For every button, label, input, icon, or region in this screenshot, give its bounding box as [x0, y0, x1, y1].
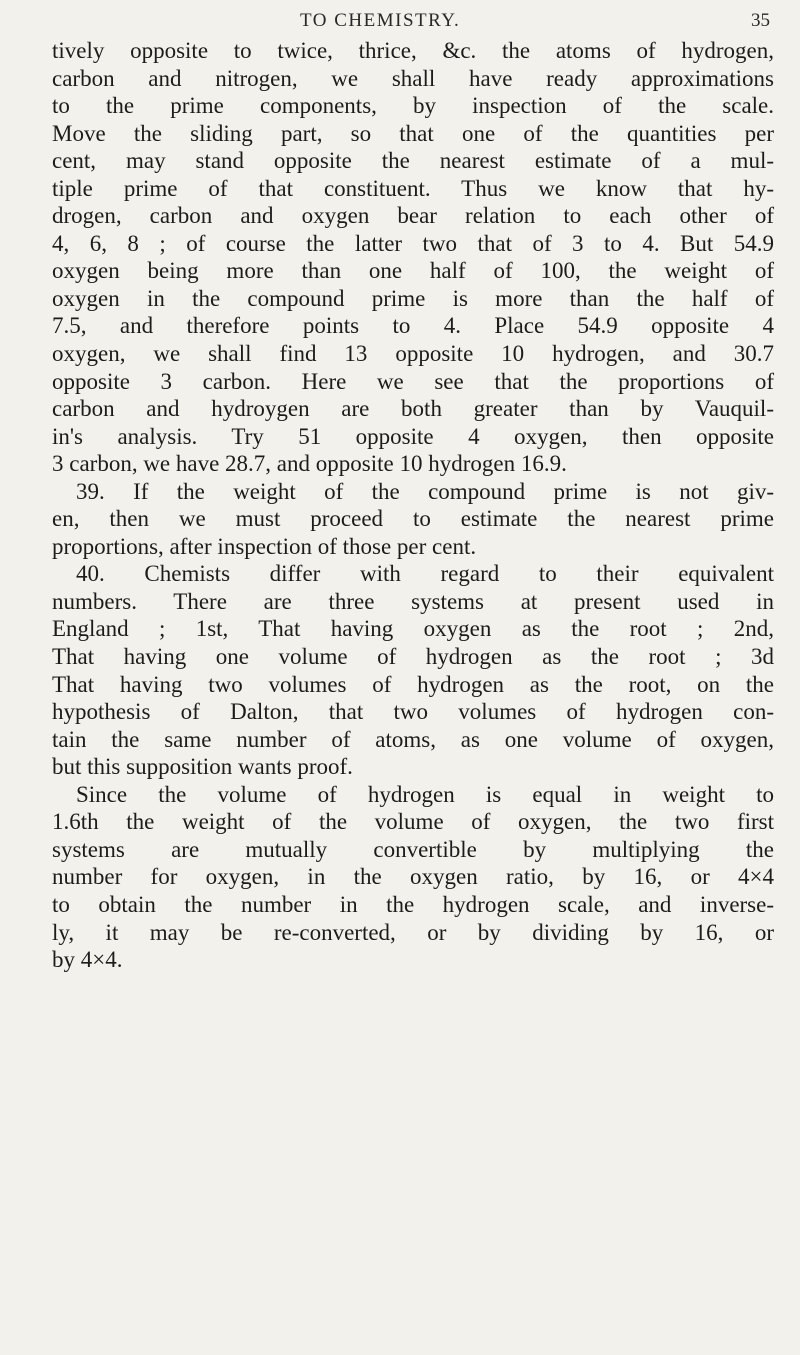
text-line: ly, it may be re-converted, or by dividing by 16, or: [52, 919, 774, 945]
text-line: systems are mutually convertible by multiplying the: [52, 836, 774, 862]
text-line: in's analysis. Try 51 opposite 4 oxygen, then opposite: [52, 423, 774, 449]
text-line: number for oxygen, in the oxygen ratio, by 16, or 4×4: [52, 864, 774, 890]
text-line: 39. If the weight of the compound prime is not giv-: [76, 478, 774, 504]
text-line: by 4×4.: [52, 947, 123, 973]
text-line: oxygen in the compound prime is more than the half of: [52, 285, 774, 311]
text-line: 7.5, and therefore points to 4. Place 54.9 opposite 4: [52, 313, 774, 339]
text-line: Since the volume of hydrogen is equal in weight to: [76, 781, 774, 807]
text-line: That having two volumes of hydrogen as the root, on the: [52, 671, 774, 697]
text-line: 40. Chemists differ with regard to their equivalent: [76, 561, 774, 587]
body-text: [52, 37, 774, 974]
text-line: tiple prime of that constituent. Thus we know that hy-: [52, 175, 774, 201]
running-head-title: TO CHEMISTRY.: [300, 10, 461, 31]
text-line: drogen, carbon and oxygen bear relation to each other of: [52, 203, 774, 229]
page-number: 35: [751, 10, 770, 31]
text-line: en, then we must proceed to estimate the nearest prime: [52, 506, 774, 532]
text-line: proportions, after inspection of those per cent.: [52, 533, 477, 559]
running-head: [0, 10, 800, 40]
text-line: to obtain the number in the hydrogen scale, and inverse-: [52, 891, 774, 917]
text-line: cent, may stand opposite the nearest estimate of a mul-: [52, 148, 774, 174]
text-line: England ; 1st, That having oxygen as the root ; 2nd,: [52, 616, 774, 642]
text-line: 3 carbon, we have 28.7, and opposite 10 hydrogen 16.9.: [52, 451, 567, 477]
text-line: oxygen, we shall find 13 opposite 10 hydrogen, and 30.7: [52, 341, 774, 367]
text-line: carbon and nitrogen, we shall have ready approximations: [52, 65, 774, 91]
text-line: but this supposition wants proof.: [52, 754, 353, 780]
text-line: hypothesis of Dalton, that two volumes of hydrogen con-: [52, 699, 774, 725]
text-line: tively opposite to twice, thrice, &c. the atoms of hydrogen,: [52, 38, 774, 63]
text-line: carbon and hydroygen are both greater than by Vauquil-: [52, 396, 774, 422]
text-line: That having one volume of hydrogen as the root ; 3d: [52, 644, 774, 670]
text-line: 1.6th the weight of the volume of oxygen, the two first: [52, 809, 774, 835]
text-line: 4, 6, 8 ; of course the latter two that of 3 to 4. But 54.9: [52, 230, 774, 256]
text-line: numbers. There are three systems at present used in: [52, 588, 774, 614]
text-line: oxygen being more than one half of 100, the weight of: [52, 258, 774, 284]
text-line: tain the same number of atoms, as one volume of oxygen,: [52, 726, 774, 752]
text-line: opposite 3 carbon. Here we see that the proportions of: [52, 368, 774, 394]
text-line: Move the sliding part, so that one of the quantities per: [52, 120, 774, 146]
text-line: to the prime components, by inspection of the scale.: [52, 93, 774, 119]
